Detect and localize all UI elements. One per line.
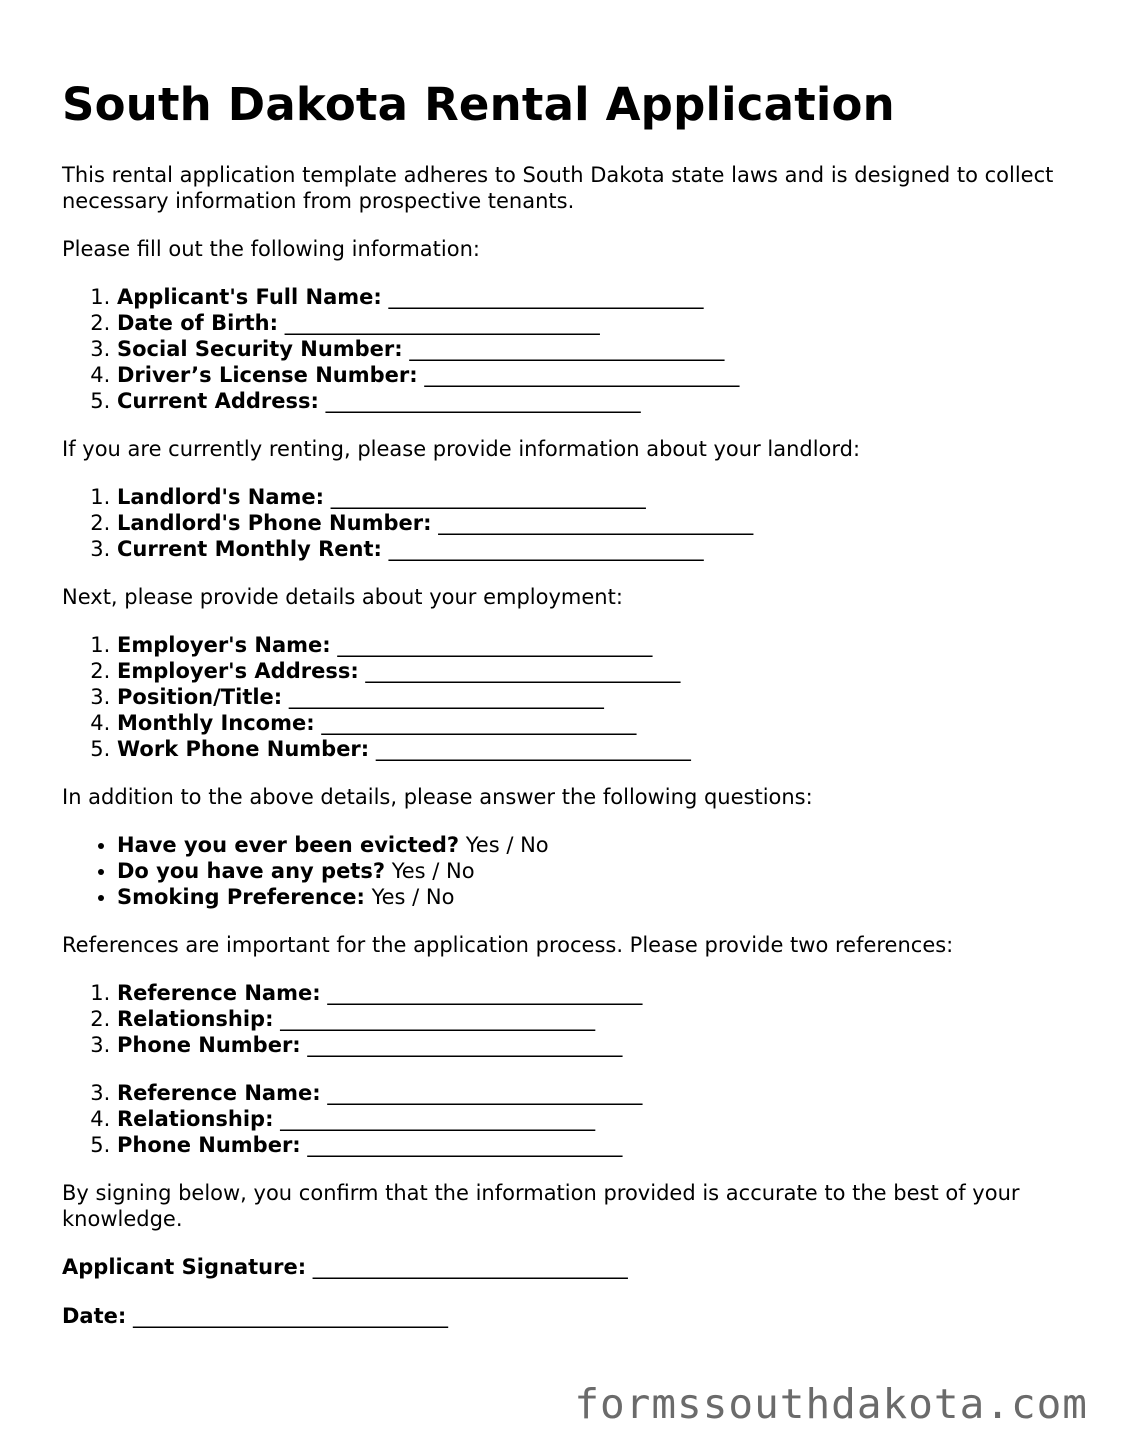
field-drivers-license[interactable]: 4. Driver’s License Number: ______________________________ [117,362,1072,388]
field-landlord-name[interactable]: 1. Landlord's Name: ______________________________ [117,484,1072,510]
field-reference-relationship[interactable]: 4. Relationship: ______________________________ [117,1106,1072,1132]
landlord-fields-list [62,484,1072,562]
field-monthly-income[interactable]: 4. Monthly Income: ______________________________ [117,710,1072,736]
page-title: South Dakota Rental Application [62,78,895,131]
field-reference-phone[interactable]: 3. Phone Number: ______________________________ [117,1032,1072,1058]
intro-paragraph: This rental application template adheres to South Dakota state laws and is designed to collect necessary information from prospective tenants. [62,163,1054,213]
field-reference-name[interactable]: 1. Reference Name: ______________________________ [117,980,1072,1006]
field-reference-name[interactable]: 3. Reference Name: ______________________________ [117,1080,1072,1106]
field-full-name[interactable]: 1. Applicant's Full Name: ______________________________ [117,284,1072,310]
reference-two-list [62,1080,1072,1158]
question-pets[interactable]: • Do you have any pets? Yes / No [117,858,1072,884]
field-work-phone[interactable]: 5. Work Phone Number: ______________________________ [117,736,1072,762]
reference-one-list [62,980,1072,1058]
question-smoking[interactable]: • Smoking Preference: Yes / No [117,884,1072,910]
confirmation-paragraph: By signing below, you confirm that the information provided is accurate to the best of your knowledge. [62,1181,1020,1231]
field-ssn[interactable]: 3. Social Security Number: ______________________________ [117,336,1072,362]
field-employer-address[interactable]: 2. Employer's Address: ______________________________ [117,658,1072,684]
questions-prompt: In addition to the above details, please answer the following questions: [62,785,813,809]
site-watermark: formssouthdakota.com [574,1380,1088,1428]
field-date-of-birth[interactable]: 2. Date of Birth: ______________________________ [117,310,1072,336]
employment-fields-list [62,632,1072,762]
questions-list [62,832,1072,910]
signature-field[interactable]: Applicant Signature: ______________________________ [62,1255,628,1279]
references-prompt: References are important for the application process. Please provide two references: [62,933,954,957]
date-field[interactable]: Date: ______________________________ [62,1304,448,1328]
field-reference-phone[interactable]: 5. Phone Number: ______________________________ [117,1132,1072,1158]
employment-prompt: Next, please provide details about your employment: [62,585,623,609]
applicant-fields-list [62,284,1072,414]
field-monthly-rent[interactable]: 3. Current Monthly Rent: ______________________________ [117,536,1072,562]
field-employer-name[interactable]: 1. Employer's Name: ______________________________ [117,632,1072,658]
field-current-address[interactable]: 5. Current Address: ______________________________ [117,388,1072,414]
landlord-prompt: If you are currently renting, please provide information about your landlord: [62,437,861,461]
applicant-prompt: Please fill out the following information: [62,237,480,261]
field-reference-relationship[interactable]: 2. Relationship: ______________________________ [117,1006,1072,1032]
question-evicted[interactable]: • Have you ever been evicted? Yes / No [117,832,1072,858]
field-position-title[interactable]: 3. Position/Title: ______________________________ [117,684,1072,710]
field-landlord-phone[interactable]: 2. Landlord's Phone Number: ______________________________ [117,510,1072,536]
document-page [62,78,1072,1352]
